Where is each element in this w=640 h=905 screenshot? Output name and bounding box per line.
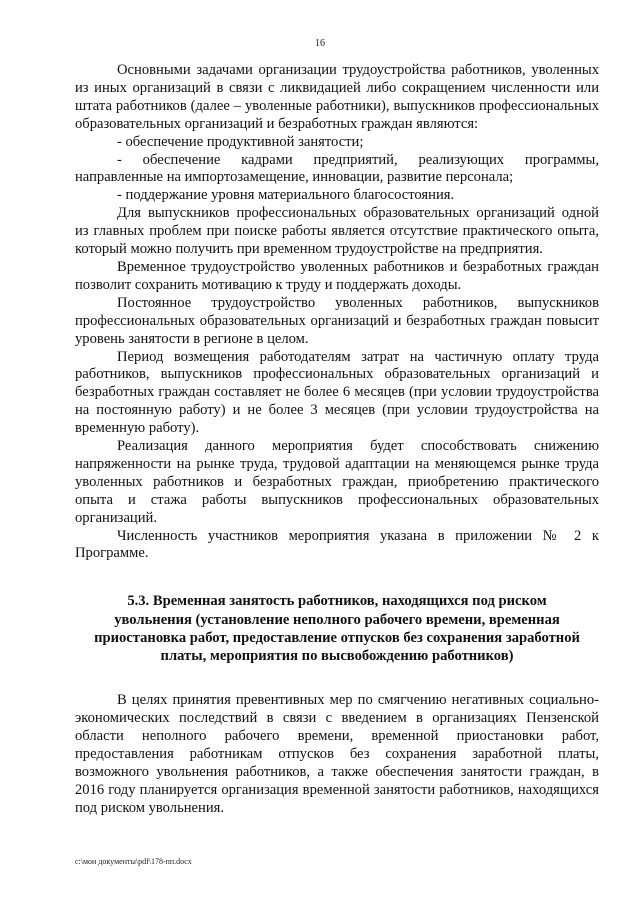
section-heading-line: увольнения (установление неполного рабочего времени, временная (114, 611, 560, 628)
paragraph: Временное трудоустройство уволенных работников и безработных граждан позволит сохранить мотивацию к труду и поддержать доходы. (75, 258, 599, 293)
document-body (75, 62, 599, 818)
paragraph: Основными задачами организации трудоустройства работников, уволенных из иных организаций в связи с ликвидацией либо сокращением численности или штата работников (далее – уволенные работники), выпускников профессиональных образовательных организаций и безработных граждан являются: (75, 62, 599, 132)
paragraph: В целях принятия превентивных мер по смягчению негативных социально-экономических последствий в связи с введением в организациях Пензенской области неполного рабочего времени, временной приостановки работ, предоставления работникам отпусков без сохранения заработной платы, возможного увольнения работников, а также обеспечения занятости граждан, в 2016 году планируется организация временной занятости работников, находящихся под риском увольнения. (75, 692, 599, 816)
footer-file-path: c:\мои документы\pdf\178-пп.docx (75, 857, 192, 866)
section-heading-line: платы, мероприятия по высвобождению работников) (160, 647, 514, 664)
list-item: - обеспечение продуктивной занятости; (117, 133, 364, 150)
section-heading-line: 5.3. Временная занятость работников, находящихся под риском (127, 593, 547, 610)
paragraph: Численность участников мероприятия указана в приложении № 2 к Программе. (75, 527, 599, 562)
section-heading-line: приостановка работ, предоставление отпусков без сохранения заработной (94, 629, 580, 646)
list-item: - обеспечение кадрами предприятий, реализующих программы, направленные на импортозамещение, инновации, развитие персонала; (75, 151, 599, 186)
section-heading (75, 592, 599, 665)
paragraph: Реализация данного мероприятия будет способствовать снижению напряженности на рынке труда, трудовой адаптации на меняющемся рынке труда уволенных работников и безработных граждан, приобретению практического опыта и стажа работы выпускников профессиональных образовательных организаций. (75, 438, 599, 526)
paragraph: Постоянное трудоустройство уволенных работников, выпускников профессиональных образовательных организаций и безработных граждан повысит уровень занятости в регионе в целом. (75, 294, 599, 347)
page-number: 16 (315, 38, 325, 49)
paragraph: Период возмещения работодателям затрат на частичную оплату труда работников, выпускников профессиональных образовательных организаций и безработных граждан составляет не более 6 месяцев (при условии трудоустройства на постоянную работу) и не более 3 месяцев (при условии трудоустройства на временную работу). (75, 348, 599, 437)
list-item: - поддержание уровня материального благосостояния. (117, 187, 455, 204)
paragraph: Для выпускников профессиональных образовательных организаций одной из главных проблем при поиске работы является отсутствие практического опыта, который можно получить при временном трудоустройстве на предприятия. (75, 205, 599, 258)
